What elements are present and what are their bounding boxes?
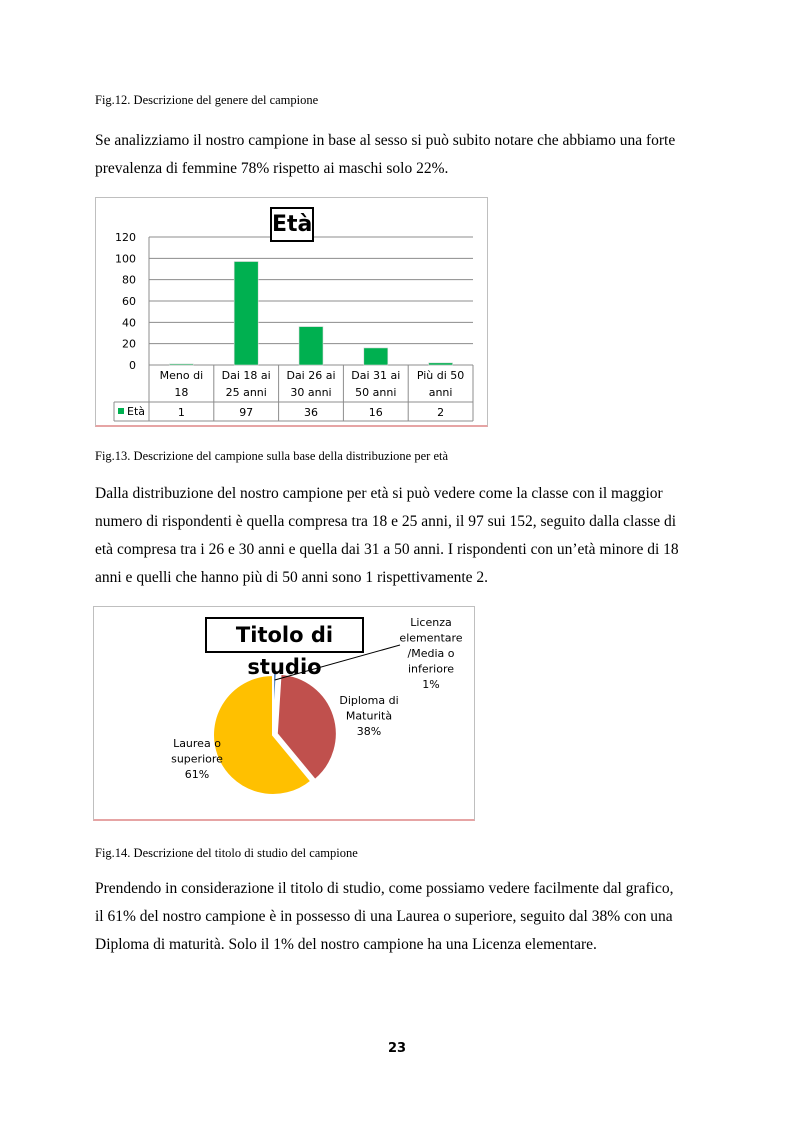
paragraph-line: anni e quelli che hanno più di 50 anni sono 1 rispettivamente 2. [95,569,489,586]
y-tick-label: 80 [122,273,136,287]
y-tick-label: 20 [122,337,136,351]
pie-percent-label: 38% [356,725,382,738]
age-chart-title: Età [270,207,314,242]
fig14-caption: Fig.14. Descrizione del titolo di studio del campione [95,846,358,860]
category-label: Dai 18 ai [221,369,271,382]
data-value-label: 36 [304,406,318,419]
fig13-caption: Fig.13. Descrizione del campione sulla base della distribuzione per età [95,449,449,463]
paragraph-line: Prendendo in considerazione il titolo di studio, come possiamo vedere facilmente dal grafico, [95,880,674,897]
bar [364,348,388,365]
data-value-label: 1 [177,406,185,419]
y-tick-label: 100 [115,252,136,266]
bar [299,327,323,365]
data-value-label: 97 [239,406,254,419]
category-label: Dai 31 ai [351,369,401,382]
fig12-caption: Fig.12. Descrizione del genere del campione [95,93,319,107]
pie-percent-label: 61% [184,768,210,781]
pie-category-label: elementare [399,631,463,645]
pie-percent-label: 1% [422,678,440,691]
pie-category-label: superiore [171,752,223,766]
category-label: 18 [174,386,189,399]
paragraph-line: prevalenza di femmine 78% rispetto ai maschi solo 22%. [95,160,449,177]
category-label: 50 anni [355,386,397,399]
data-value-label: 16 [368,406,383,419]
bar [234,262,258,365]
pie-category-label: Licenza [410,616,452,629]
category-label: Più di 50 [416,369,465,382]
education-chart [93,606,475,821]
paragraph-line: Se analizziamo il nostro campione in base al sesso si può subito notare che abbiamo una forte [95,132,676,149]
paragraph-gender [95,127,705,183]
y-tick-label: 60 [122,295,136,308]
category-label: anni [428,386,453,399]
category-label: Meno di [159,369,204,382]
y-tick-label: 0 [129,359,136,372]
paragraph-age [95,480,705,592]
paragraph-line: il 61% del nostro campione è in possesso di una Laurea o superiore, seguito dal 38% con una [95,908,673,925]
paragraph-line: Diploma di maturità. Solo il 1% del nostro campione ha una Licenza elementare. [95,936,597,953]
y-tick-label: 40 [122,316,136,330]
legend-swatch [118,408,124,414]
category-label: Dai 26 ai [286,369,336,382]
bar [429,363,453,365]
paragraph-line: età compresa tra i 26 e 30 anni e quella dai 31 a 50 anni. I rispondenti con un’età minore di 18 [95,541,679,558]
pie-category-label: inferiore [407,662,455,676]
page-number: 23 [387,1041,407,1056]
paragraph-education [95,875,705,959]
pie-category-label: Diploma di [339,694,399,707]
paragraph-line: Dalla distribuzione del nostro campione per età si può vedere come la classe con il maggior [95,485,663,502]
education-chart-title: Titolo di studio [205,617,364,653]
category-label: 25 anni [225,386,267,399]
bar [169,364,193,365]
paragraph-line: numero di rispondenti è quella compresa tra 18 e 25 anni, il 97 sui 152, seguito dalla classe di [95,513,677,530]
pie-category-label: Laurea o [173,737,221,750]
data-value-label: 2 [437,406,445,419]
legend-label: Età [127,405,146,418]
pie-category-label: /Media o [407,647,455,660]
category-label: 30 anni [290,386,332,399]
age-chart [95,197,488,427]
y-tick-label: 120 [115,231,136,244]
pie-category-label: Maturità [345,709,393,723]
